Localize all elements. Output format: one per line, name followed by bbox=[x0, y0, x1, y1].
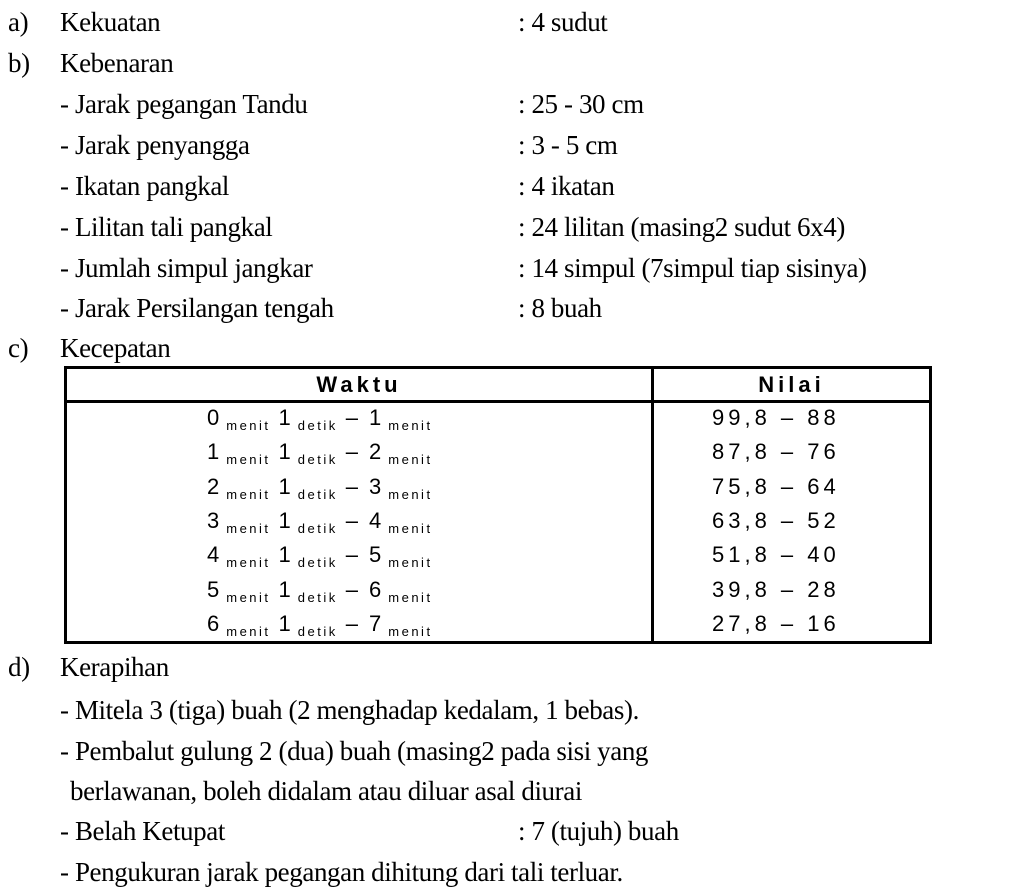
unit-detik: detik bbox=[297, 555, 338, 571]
waktu-one: 1 bbox=[278, 405, 294, 430]
waktu-one: 1 bbox=[278, 576, 294, 602]
section-value: : 4 sudut bbox=[518, 7, 608, 37]
unit-detik: detik bbox=[297, 418, 338, 433]
section-letter: a) bbox=[8, 7, 29, 37]
item-label: - Jarak penyangga bbox=[60, 130, 250, 160]
section-heading: Kerapihan bbox=[60, 652, 169, 682]
item-value: : 25 - 30 cm bbox=[518, 89, 644, 119]
waktu-start: 1 bbox=[207, 439, 223, 465]
unit-menit: menit bbox=[388, 452, 433, 468]
section-letter: b) bbox=[8, 48, 30, 78]
section-letter: d) bbox=[8, 652, 30, 682]
unit-menit: menit bbox=[226, 486, 271, 502]
item-label: - Lilitan tali pangkal bbox=[60, 212, 273, 242]
waktu-start: 3 bbox=[207, 507, 223, 533]
waktu-end: 4 bbox=[369, 507, 385, 533]
waktu-end: 6 bbox=[369, 576, 385, 602]
item-text: - Pengukuran jarak pegangan dihitung dari tali terluar. bbox=[60, 857, 623, 887]
unit-detik: detik bbox=[297, 589, 338, 605]
item-label: - Jarak pegangan Tandu bbox=[60, 89, 308, 119]
unit-detik: detik bbox=[297, 486, 338, 502]
waktu-one: 1 bbox=[278, 473, 294, 499]
table-row bbox=[67, 609, 929, 644]
waktu-end: 3 bbox=[369, 473, 385, 499]
item-label: - Jumlah simpul jangkar bbox=[60, 253, 313, 283]
dash-glyph: – bbox=[345, 405, 362, 430]
unit-detik: detik bbox=[297, 520, 338, 536]
unit-menit: menit bbox=[388, 589, 433, 605]
waktu-end: 5 bbox=[369, 542, 385, 568]
nilai-cell: 75,8 – 64 bbox=[712, 473, 840, 499]
item-value: : 14 simpul (7simpul tiap sisinya) bbox=[518, 253, 867, 283]
item-label: - Jarak Persilangan tengah bbox=[60, 293, 334, 323]
waktu-end: 2 bbox=[369, 439, 385, 465]
nilai-cell: 51,8 – 40 bbox=[712, 542, 840, 568]
waktu-cell bbox=[207, 474, 441, 502]
item-text: - Pembalut gulung 2 (dua) buah (masing2 pada sisi yang bbox=[60, 736, 649, 766]
header-nilai: Nilai bbox=[758, 372, 825, 397]
nilai-cell: 27,8 – 16 bbox=[712, 610, 840, 636]
item-text: - Mitela 3 (tiga) buah (2 menghadap kedalam, 1 bebas). bbox=[60, 695, 639, 725]
waktu-cell bbox=[207, 577, 441, 605]
unit-menit: menit bbox=[226, 452, 271, 468]
unit-menit: menit bbox=[226, 555, 271, 571]
item-text: berlawanan, boleh didalam atau diluar asal diurai bbox=[70, 776, 582, 806]
table-row bbox=[67, 437, 929, 472]
section-heading: Kebenaran bbox=[60, 48, 174, 78]
item-label: - Ikatan pangkal bbox=[60, 171, 230, 201]
dash-glyph: – bbox=[345, 576, 362, 602]
table-row bbox=[67, 575, 929, 610]
nilai-cell: 99,8 – 88 bbox=[712, 405, 840, 430]
waktu-cell bbox=[207, 611, 441, 639]
waktu-one: 1 bbox=[278, 507, 294, 533]
unit-menit: menit bbox=[226, 520, 271, 536]
waktu-one: 1 bbox=[278, 439, 294, 465]
waktu-cell bbox=[207, 439, 441, 467]
unit-menit: menit bbox=[388, 486, 433, 502]
unit-menit: menit bbox=[226, 589, 271, 605]
unit-menit: menit bbox=[226, 418, 271, 433]
nilai-cell: 39,8 – 28 bbox=[712, 576, 840, 602]
speed-table bbox=[64, 366, 932, 644]
waktu-start: 5 bbox=[207, 576, 223, 602]
unit-menit: menit bbox=[388, 623, 433, 639]
waktu-end: 7 bbox=[369, 610, 385, 636]
waktu-one: 1 bbox=[278, 610, 294, 636]
item-value: : 24 lilitan (masing2 sudut 6x4) bbox=[518, 212, 845, 242]
unit-menit: menit bbox=[388, 555, 433, 571]
table-row bbox=[67, 506, 929, 541]
header-waktu: Waktu bbox=[316, 372, 402, 397]
dash-glyph: – bbox=[345, 473, 362, 499]
waktu-one: 1 bbox=[278, 542, 294, 568]
section-heading: Kecepatan bbox=[60, 333, 171, 363]
section-letter: c) bbox=[8, 333, 29, 363]
table-row bbox=[67, 540, 929, 575]
item-value: : 3 - 5 cm bbox=[518, 130, 618, 160]
waktu-end: 1 bbox=[369, 405, 385, 430]
nilai-cell: 87,8 – 76 bbox=[712, 439, 840, 465]
waktu-start: 2 bbox=[207, 473, 223, 499]
unit-menit: menit bbox=[388, 520, 433, 536]
waktu-start: 0 bbox=[207, 405, 223, 430]
waktu-cell bbox=[207, 542, 441, 570]
section-heading: Kekuatan bbox=[60, 7, 161, 37]
waktu-cell bbox=[207, 508, 441, 536]
table-row bbox=[67, 472, 929, 507]
unit-detik: detik bbox=[297, 452, 338, 468]
waktu-start: 6 bbox=[207, 610, 223, 636]
table-header-row bbox=[67, 369, 929, 403]
waktu-start: 4 bbox=[207, 542, 223, 568]
nilai-cell: 63,8 – 52 bbox=[712, 507, 840, 533]
dash-glyph: – bbox=[345, 507, 362, 533]
dash-glyph: – bbox=[345, 610, 362, 636]
unit-menit: menit bbox=[388, 418, 433, 433]
waktu-cell bbox=[207, 405, 441, 433]
item-label: - Belah Ketupat bbox=[60, 816, 225, 846]
item-value: : 4 ikatan bbox=[518, 171, 615, 201]
dash-glyph: – bbox=[345, 439, 362, 465]
item-value: : 8 buah bbox=[518, 293, 602, 323]
item-value: : 7 (tujuh) buah bbox=[518, 816, 679, 846]
table-row bbox=[67, 403, 929, 438]
dash-glyph: – bbox=[345, 542, 362, 568]
unit-menit: menit bbox=[226, 623, 271, 639]
unit-detik: detik bbox=[297, 623, 338, 639]
